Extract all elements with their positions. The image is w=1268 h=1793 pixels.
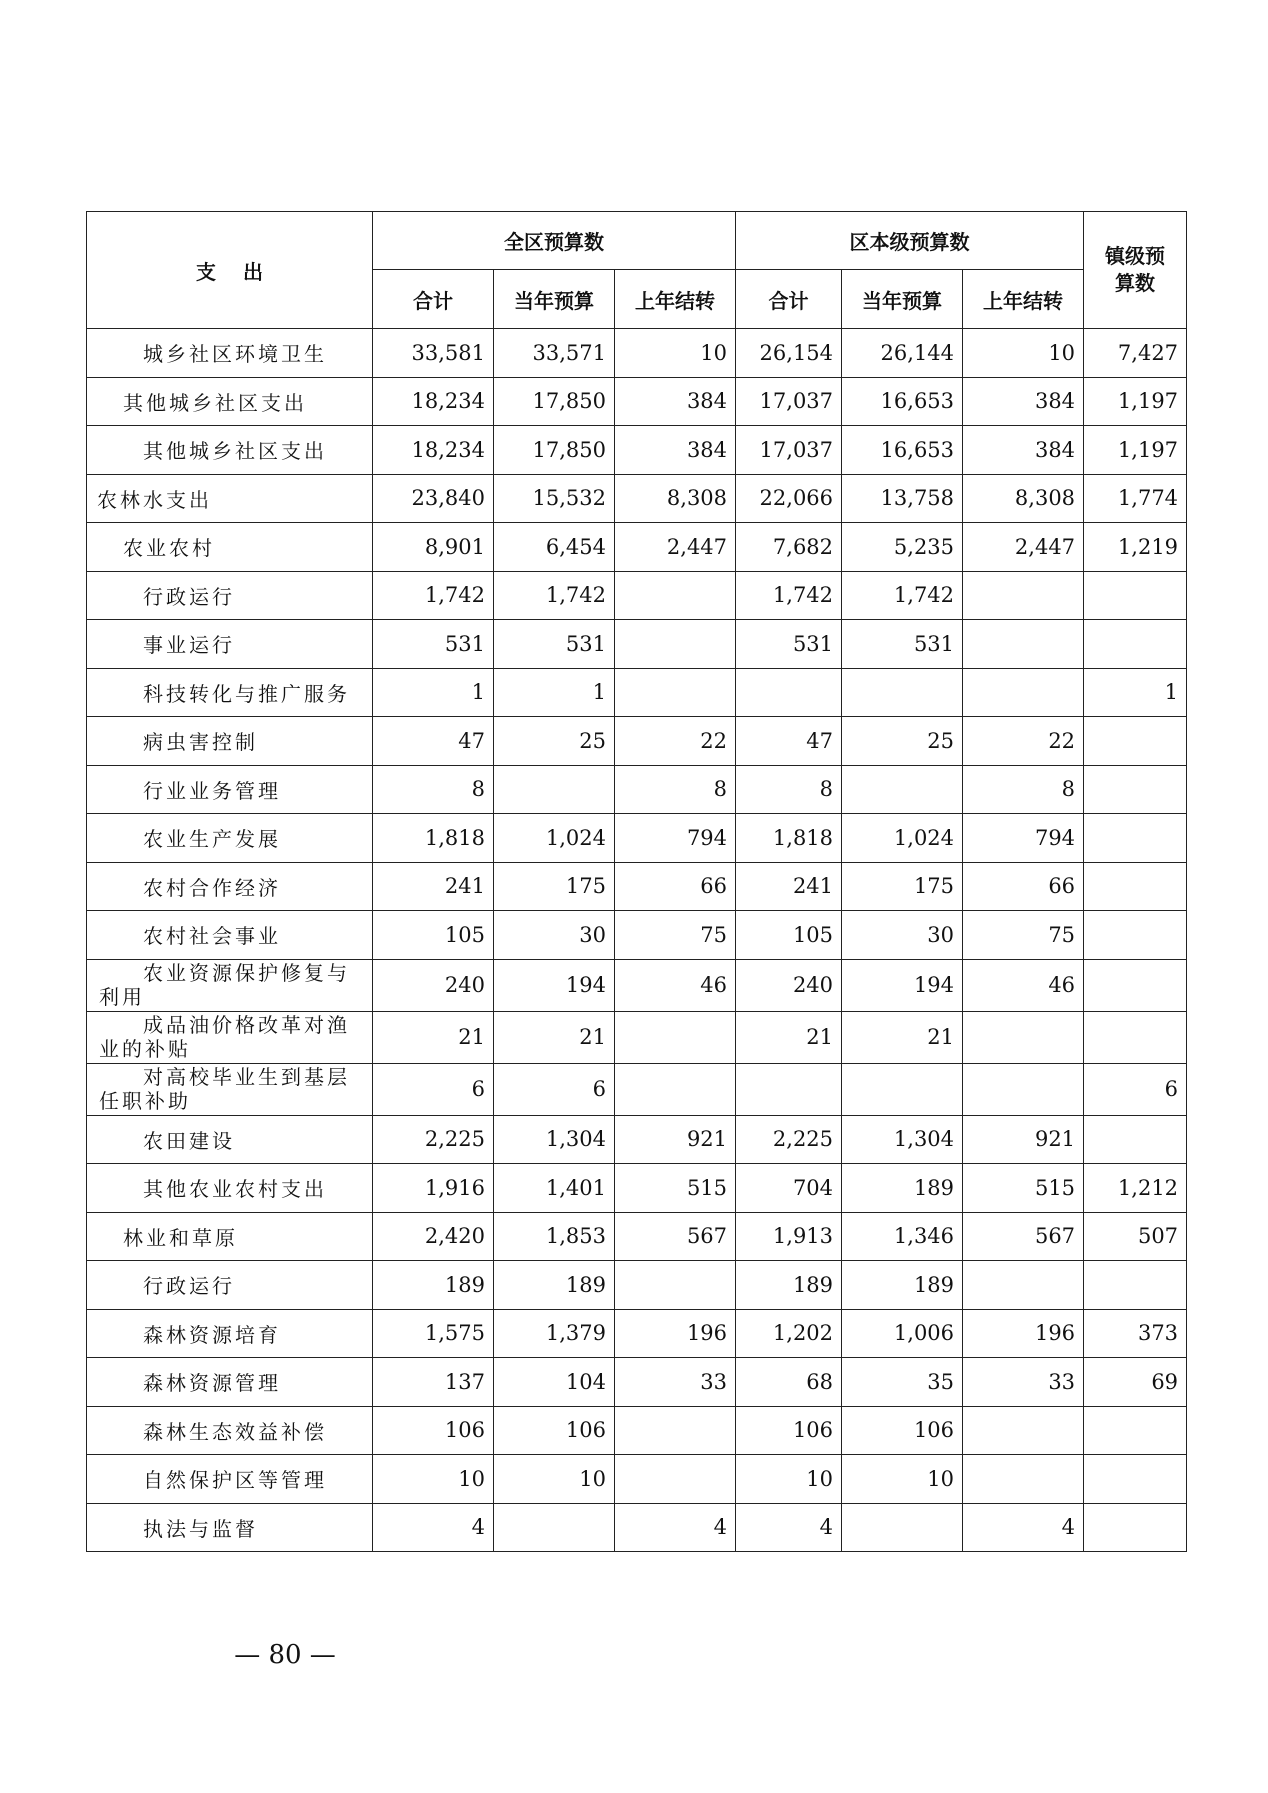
- cell-value: [494, 765, 615, 814]
- cell-value: 25: [842, 717, 963, 766]
- cell-value: 921: [615, 1115, 736, 1164]
- cell-value: 8,308: [963, 474, 1084, 523]
- cell-value: 384: [615, 377, 736, 426]
- cell-value: 8: [373, 765, 494, 814]
- row-label: 农村社会事业: [87, 911, 373, 960]
- cell-value: 175: [842, 862, 963, 911]
- row-label: 农业资源保护修复与利用: [87, 959, 373, 1011]
- cell-value: 5,235: [842, 523, 963, 572]
- cell-value: 10: [736, 1455, 842, 1504]
- cell-value: 23,840: [373, 474, 494, 523]
- row-label: 森林资源管理: [87, 1358, 373, 1407]
- cell-value: [1084, 1011, 1187, 1063]
- header-town-level: 镇级预算数: [1084, 212, 1187, 329]
- cell-value: 21: [842, 1011, 963, 1063]
- cell-value: 704: [736, 1164, 842, 1213]
- row-label: 对高校毕业生到基层任职补助: [87, 1063, 373, 1115]
- cell-value: 384: [963, 377, 1084, 426]
- cell-value: 1,575: [373, 1309, 494, 1358]
- cell-value: 4: [963, 1503, 1084, 1552]
- table-row: [87, 329, 1187, 378]
- header-sub-current: 当年预算: [842, 270, 963, 329]
- cell-value: 69: [1084, 1358, 1187, 1407]
- cell-value: 194: [494, 959, 615, 1011]
- cell-value: 1,024: [842, 814, 963, 863]
- cell-value: 106: [494, 1406, 615, 1455]
- cell-value: 189: [736, 1261, 842, 1310]
- table-row: [87, 1115, 1187, 1164]
- cell-value: [963, 668, 1084, 717]
- cell-value: [1084, 814, 1187, 863]
- cell-value: 794: [963, 814, 1084, 863]
- cell-value: 531: [494, 620, 615, 669]
- cell-value: 26,154: [736, 329, 842, 378]
- cell-value: 75: [615, 911, 736, 960]
- cell-value: [842, 1503, 963, 1552]
- row-label: 农田建设: [87, 1115, 373, 1164]
- cell-value: [1084, 1406, 1187, 1455]
- table-body: [87, 329, 1187, 1552]
- row-label: 病虫害控制: [87, 717, 373, 766]
- cell-value: 1,742: [842, 571, 963, 620]
- cell-value: [963, 1011, 1084, 1063]
- cell-value: 507: [1084, 1212, 1187, 1261]
- cell-value: 21: [736, 1011, 842, 1063]
- table-row: [87, 1164, 1187, 1213]
- cell-value: 196: [615, 1309, 736, 1358]
- cell-value: 30: [842, 911, 963, 960]
- cell-value: 921: [963, 1115, 1084, 1164]
- cell-value: [615, 1455, 736, 1504]
- cell-value: 189: [842, 1261, 963, 1310]
- cell-value: 104: [494, 1358, 615, 1407]
- cell-value: [842, 668, 963, 717]
- table-row: [87, 1503, 1187, 1552]
- cell-value: 16,653: [842, 426, 963, 475]
- cell-value: 1: [1084, 668, 1187, 717]
- row-label: 其他城乡社区支出: [87, 426, 373, 475]
- cell-value: 17,850: [494, 426, 615, 475]
- header-district-level: 区本级预算数: [736, 212, 1084, 270]
- cell-value: 22: [963, 717, 1084, 766]
- header-sub-total: 合计: [373, 270, 494, 329]
- cell-value: 1,916: [373, 1164, 494, 1213]
- cell-value: 6: [494, 1063, 615, 1115]
- row-label: 农林水支出: [87, 474, 373, 523]
- header-sub-carryover: 上年结转: [963, 270, 1084, 329]
- header-district-total: 全区预算数: [373, 212, 736, 270]
- cell-value: 68: [736, 1358, 842, 1407]
- cell-value: [615, 1261, 736, 1310]
- row-label: 农村合作经济: [87, 862, 373, 911]
- table-row: [87, 1455, 1187, 1504]
- cell-value: 2,225: [736, 1115, 842, 1164]
- cell-value: 2,225: [373, 1115, 494, 1164]
- cell-value: [615, 668, 736, 717]
- cell-value: 106: [373, 1406, 494, 1455]
- cell-value: [1084, 911, 1187, 960]
- cell-value: 10: [615, 329, 736, 378]
- cell-value: 1,346: [842, 1212, 963, 1261]
- table-row: [87, 1011, 1187, 1063]
- table-row: [87, 765, 1187, 814]
- row-label: 行政运行: [87, 1261, 373, 1310]
- table-header: [87, 212, 1187, 329]
- cell-value: 66: [615, 862, 736, 911]
- table-row: [87, 1309, 1187, 1358]
- cell-value: [963, 1063, 1084, 1115]
- table-row: [87, 862, 1187, 911]
- cell-value: 18,234: [373, 377, 494, 426]
- header-sub-total: 合计: [736, 270, 842, 329]
- cell-value: 1: [494, 668, 615, 717]
- cell-value: [615, 1011, 736, 1063]
- cell-value: 1,742: [494, 571, 615, 620]
- cell-value: [1084, 1503, 1187, 1552]
- cell-value: 196: [963, 1309, 1084, 1358]
- cell-value: 8: [615, 765, 736, 814]
- cell-value: 1,219: [1084, 523, 1187, 572]
- cell-value: 8: [736, 765, 842, 814]
- cell-value: [963, 1455, 1084, 1504]
- cell-value: 1,024: [494, 814, 615, 863]
- cell-value: 1,202: [736, 1309, 842, 1358]
- cell-value: 1: [373, 668, 494, 717]
- table-row: [87, 668, 1187, 717]
- header-sub-current: 当年预算: [494, 270, 615, 329]
- cell-value: 373: [1084, 1309, 1187, 1358]
- cell-value: 33: [615, 1358, 736, 1407]
- row-label: 森林资源培育: [87, 1309, 373, 1358]
- table-row: [87, 1358, 1187, 1407]
- row-label: 成品油价格改革对渔业的补贴: [87, 1011, 373, 1063]
- table-row: [87, 523, 1187, 572]
- cell-value: 241: [373, 862, 494, 911]
- page-number: — 80 —: [234, 1640, 336, 1670]
- cell-value: 1,742: [373, 571, 494, 620]
- table-row: [87, 1261, 1187, 1310]
- cell-value: 1,401: [494, 1164, 615, 1213]
- cell-value: 46: [963, 959, 1084, 1011]
- cell-value: 189: [494, 1261, 615, 1310]
- cell-value: 175: [494, 862, 615, 911]
- table-row: [87, 814, 1187, 863]
- cell-value: 47: [736, 717, 842, 766]
- cell-value: 531: [373, 620, 494, 669]
- cell-value: 10: [373, 1455, 494, 1504]
- cell-value: 10: [842, 1455, 963, 1504]
- cell-value: 1,197: [1084, 377, 1187, 426]
- cell-value: 10: [963, 329, 1084, 378]
- cell-value: [615, 1406, 736, 1455]
- cell-value: 17,037: [736, 426, 842, 475]
- row-label: 城乡社区环境卫生: [87, 329, 373, 378]
- cell-value: 137: [373, 1358, 494, 1407]
- cell-value: 15,532: [494, 474, 615, 523]
- cell-value: [1084, 1261, 1187, 1310]
- cell-value: 66: [963, 862, 1084, 911]
- header-expense: 支 出: [87, 212, 373, 329]
- cell-value: [615, 620, 736, 669]
- cell-value: 1,379: [494, 1309, 615, 1358]
- cell-value: 189: [373, 1261, 494, 1310]
- cell-value: 189: [842, 1164, 963, 1213]
- cell-value: 515: [963, 1164, 1084, 1213]
- cell-value: 22,066: [736, 474, 842, 523]
- cell-value: 6: [1084, 1063, 1187, 1115]
- cell-value: 21: [494, 1011, 615, 1063]
- cell-value: [1084, 1115, 1187, 1164]
- table-row: [87, 911, 1187, 960]
- cell-value: [963, 1261, 1084, 1310]
- cell-value: 1,197: [1084, 426, 1187, 475]
- cell-value: 16,653: [842, 377, 963, 426]
- cell-value: 4: [373, 1503, 494, 1552]
- cell-value: 1,913: [736, 1212, 842, 1261]
- cell-value: 567: [615, 1212, 736, 1261]
- cell-value: 106: [736, 1406, 842, 1455]
- cell-value: [615, 571, 736, 620]
- header-sub-carryover: 上年结转: [615, 270, 736, 329]
- table-row: [87, 717, 1187, 766]
- cell-value: 47: [373, 717, 494, 766]
- cell-value: 7,427: [1084, 329, 1187, 378]
- cell-value: 8,308: [615, 474, 736, 523]
- cell-value: 1,304: [494, 1115, 615, 1164]
- cell-value: 6: [373, 1063, 494, 1115]
- table-row: [87, 620, 1187, 669]
- cell-value: 2,420: [373, 1212, 494, 1261]
- cell-value: 6,454: [494, 523, 615, 572]
- cell-value: 1,774: [1084, 474, 1187, 523]
- cell-value: 105: [736, 911, 842, 960]
- cell-value: 17,850: [494, 377, 615, 426]
- cell-value: 794: [615, 814, 736, 863]
- cell-value: [1084, 959, 1187, 1011]
- cell-value: 35: [842, 1358, 963, 1407]
- cell-value: 515: [615, 1164, 736, 1213]
- cell-value: [494, 1503, 615, 1552]
- cell-value: 25: [494, 717, 615, 766]
- cell-value: 384: [615, 426, 736, 475]
- cell-value: 241: [736, 862, 842, 911]
- row-label: 行政运行: [87, 571, 373, 620]
- cell-value: 8: [963, 765, 1084, 814]
- cell-value: 1,818: [736, 814, 842, 863]
- row-label: 科技转化与推广服务: [87, 668, 373, 717]
- cell-value: 1,818: [373, 814, 494, 863]
- table-row: [87, 1406, 1187, 1455]
- cell-value: 2,447: [963, 523, 1084, 572]
- cell-value: 33: [963, 1358, 1084, 1407]
- cell-value: [842, 1063, 963, 1115]
- row-label: 行业业务管理: [87, 765, 373, 814]
- cell-value: [615, 1063, 736, 1115]
- cell-value: 105: [373, 911, 494, 960]
- row-label: 执法与监督: [87, 1503, 373, 1552]
- cell-value: [963, 620, 1084, 669]
- table-row: [87, 474, 1187, 523]
- cell-value: [963, 1406, 1084, 1455]
- cell-value: 10: [494, 1455, 615, 1504]
- cell-value: 26,144: [842, 329, 963, 378]
- cell-value: 1,304: [842, 1115, 963, 1164]
- cell-value: [736, 668, 842, 717]
- cell-value: 240: [373, 959, 494, 1011]
- table-row: [87, 959, 1187, 1011]
- row-label: 林业和草原: [87, 1212, 373, 1261]
- cell-value: 8,901: [373, 523, 494, 572]
- cell-value: 33,571: [494, 329, 615, 378]
- row-label: 其他城乡社区支出: [87, 377, 373, 426]
- cell-value: 18,234: [373, 426, 494, 475]
- cell-value: 240: [736, 959, 842, 1011]
- cell-value: 75: [963, 911, 1084, 960]
- cell-value: 1,742: [736, 571, 842, 620]
- cell-value: 1,853: [494, 1212, 615, 1261]
- cell-value: 1,212: [1084, 1164, 1187, 1213]
- row-label: 自然保护区等管理: [87, 1455, 373, 1504]
- cell-value: 531: [736, 620, 842, 669]
- cell-value: [842, 765, 963, 814]
- row-label: 森林生态效益补偿: [87, 1406, 373, 1455]
- cell-value: 4: [736, 1503, 842, 1552]
- cell-value: [1084, 765, 1187, 814]
- cell-value: 21: [373, 1011, 494, 1063]
- cell-value: 33,581: [373, 329, 494, 378]
- row-label: 事业运行: [87, 620, 373, 669]
- cell-value: 106: [842, 1406, 963, 1455]
- cell-value: [1084, 862, 1187, 911]
- cell-value: 1,006: [842, 1309, 963, 1358]
- row-label: 农业农村: [87, 523, 373, 572]
- row-label: 其他农业农村支出: [87, 1164, 373, 1213]
- cell-value: 13,758: [842, 474, 963, 523]
- cell-value: 194: [842, 959, 963, 1011]
- cell-value: 4: [615, 1503, 736, 1552]
- table-row: [87, 426, 1187, 475]
- cell-value: 46: [615, 959, 736, 1011]
- cell-value: [1084, 571, 1187, 620]
- table-row: [87, 571, 1187, 620]
- table-row: [87, 1063, 1187, 1115]
- cell-value: [1084, 717, 1187, 766]
- cell-value: [1084, 620, 1187, 669]
- cell-value: [1084, 1455, 1187, 1504]
- table-row: [87, 377, 1187, 426]
- cell-value: 567: [963, 1212, 1084, 1261]
- budget-table: [86, 211, 1187, 1552]
- cell-value: 384: [963, 426, 1084, 475]
- cell-value: 531: [842, 620, 963, 669]
- cell-value: [736, 1063, 842, 1115]
- row-label: 农业生产发展: [87, 814, 373, 863]
- cell-value: 30: [494, 911, 615, 960]
- table-row: [87, 1212, 1187, 1261]
- cell-value: 2,447: [615, 523, 736, 572]
- cell-value: 22: [615, 717, 736, 766]
- cell-value: 17,037: [736, 377, 842, 426]
- cell-value: [963, 571, 1084, 620]
- cell-value: 7,682: [736, 523, 842, 572]
